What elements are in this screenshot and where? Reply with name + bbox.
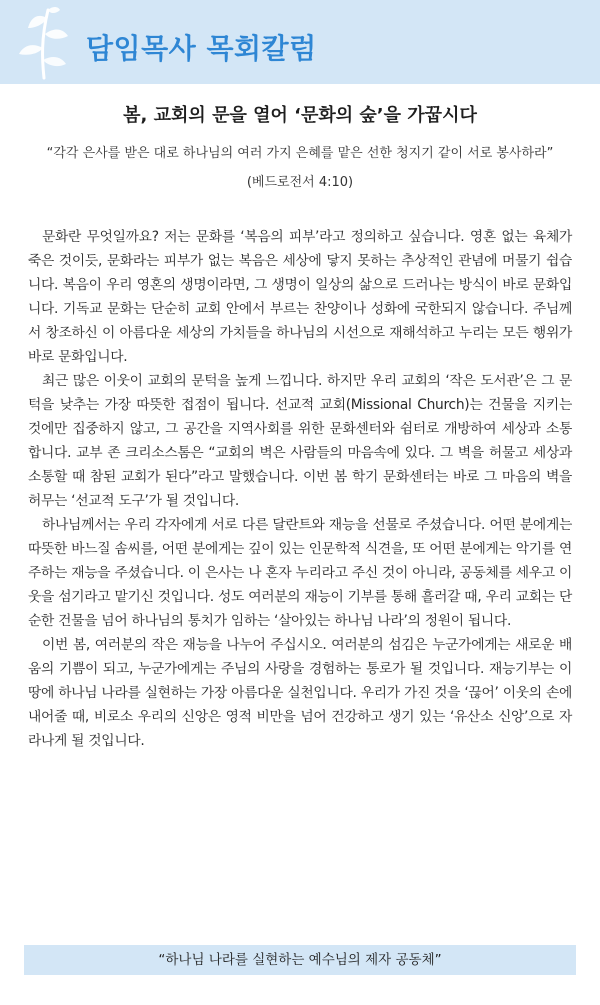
column-header: [0, 0, 600, 84]
paragraph: 최근 많은 이웃이 교회의 문턱을 높게 느낍니다. 하지만 우리 교회의 ‘작은 도서관’은 그 문턱을 낮추는 가장 따뜻한 접점이 됩니다. 선교적 교회(Missional Church)는 건물을 지키는 것에만 집중하지 않고, 그 공간을 지역사회를 위한 문화센터와 쉼터로 개방하여 세상과 소통합니다. 교부 존 크리소스톰은 “교회의 벽은 사람들의 마음속에 있다. 그 벽을 허물고 세상과 소통할 때 참된 교회가 된다”라고 말했습니다. 이번 봄 학기 문화센터는 바로 그 마음의 벽을 허무는 ‘선교적 도구’가 될 것입니다.: [28, 373, 572, 509]
article-body: [28, 225, 572, 753]
paragraph: 하나님께서는 우리 각자에게 서로 다른 달란트와 재능을 선물로 주셨습니다. 어떤 분에게는 따뜻한 바느질 솜씨를, 어떤 분에게는 깊이 있는 인문학적 식견을, 또 어떤 분에게는 악기를 연주하는 재능을 주셨습니다. 이 은사는 나 혼자 누리라고 주신 것이 아니라, 공동체를 세우고 이웃을 섬기라고 맡기신 것입니다. 성도 여러분의 재능이 기부를 통해 흘러갈 때, 우리 교회는 단순한 건물을 넘어 하나님의 통치가 임하는 ‘살아있는 하나님 나라’의 정원이 됩니다.: [28, 517, 572, 629]
church-motto-banner: [24, 945, 576, 975]
paragraph: 이번 봄, 여러분의 작은 재능을 나누어 주십시오. 여러분의 섬김은 누군가에게는 새로운 배움의 기쁨이 되고, 누군가에게는 주님의 사랑을 경험하는 통로가 될 것입니다. 재능기부는 이 땅에 하나님 나라를 실현하는 가장 아름다운 실천입니다. 우리가 가진 것을 ‘끊어’ 이웃의 손에 내어줄 때, 비로소 우리의 신앙은 영적 비만을 넘어 건강하고 생기 있는 ‘유산소 신앙’으로 자라나게 될 것입니다.: [28, 637, 572, 749]
leaf-branch-icon: [14, 4, 72, 80]
church-motto: “하나님 나라를 실현하는 예수님의 제자 공동체”: [158, 952, 442, 968]
scripture-reference: (베드로전서 4:10): [246, 175, 354, 190]
column-title: 담임목사 목회칼럼: [86, 32, 317, 65]
article-headline: 봄, 교회의 문을 열어 ‘문화의 숲’을 가꿉시다: [123, 105, 477, 126]
paragraph: 문화란 무엇일까요? 저는 문화를 ‘복음의 피부’라고 정의하고 싶습니다. 영혼 없는 육체가 죽은 것이듯, 문화라는 피부가 없는 복음은 세상에 닿지 못하는 추상적인 관념에 머물기 쉽습니다. 복음이 우리 영혼의 생명이라면, 그 생명이 일상의 삶으로 드러나는 방식이 바로 문화입니다. 기독교 문화는 단순히 교회 안에서 부르는 찬양이나 성화에 국한되지 않습니다. 주님께서 창조하신 이 아름다운 세상의 가치들을 하나님의 시선으로 재해석하고 누리는 모든 행위가 바로 문화입니다.: [28, 229, 572, 365]
scripture-verse: “각각 은사를 받은 대로 하나님의 여러 가지 은혜를 맡은 선한 청지기 같이 서로 봉사하라”: [46, 146, 554, 161]
